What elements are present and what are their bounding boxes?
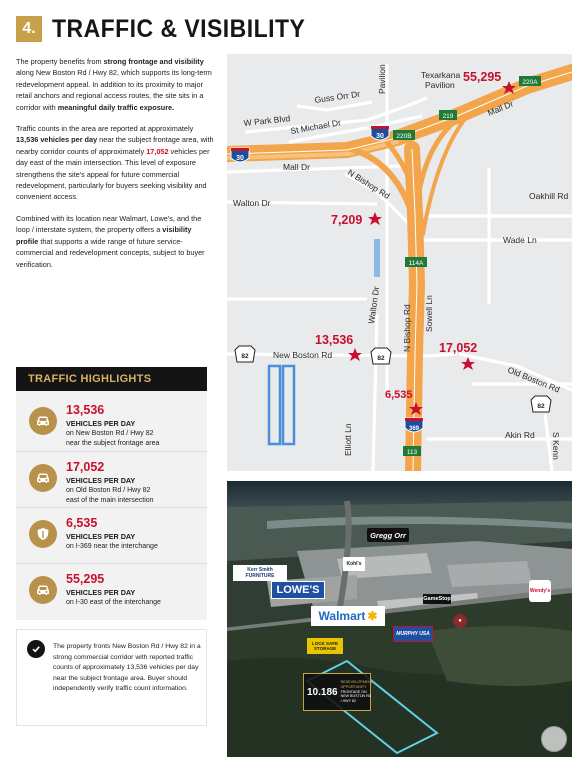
highlight-count: 55,295: [66, 572, 105, 586]
road-label: Mall Dr: [486, 98, 515, 118]
highlight-desc: on I-369 near the interchange: [66, 543, 158, 550]
exit-shield: [439, 110, 457, 120]
highlight-item: [16, 451, 207, 506]
svg-text:114A: 114A: [408, 260, 424, 267]
highlight-desc: on New Boston Rd / Hwy 82 near the subject frontage area: [66, 430, 160, 447]
highlight-unit: VEHICLES PER DAY: [66, 419, 136, 428]
lowes-sign: LOWE'S: [271, 581, 325, 599]
car-icon: [29, 576, 57, 604]
highlight-desc: on Old Boston Rd / Hwy 82 east of the main intersection: [66, 487, 154, 504]
svg-text:30: 30: [236, 155, 244, 162]
exit-shield: [403, 446, 421, 456]
place-label: Pavilion: [425, 80, 455, 90]
subject-property-outline: [269, 366, 280, 444]
interstate-30-shield: [371, 126, 389, 140]
traffic-count-label: 17,052: [439, 341, 478, 355]
svg-text:82: 82: [377, 355, 385, 362]
walmart-sign: Walmart ✱: [311, 606, 385, 626]
furniture-sign: Kerr Smith FURNITURE: [233, 565, 287, 581]
site-callout: [303, 673, 371, 711]
highlight-item: [16, 563, 207, 618]
highlight-unit: VEHICLES PER DAY: [66, 532, 136, 541]
highlight-desc: on I-30 east of the interchange: [66, 599, 161, 606]
highway-82-shield: [235, 346, 255, 362]
road-label: New Boston Rd: [273, 350, 333, 360]
subject-property-outline: [283, 366, 294, 444]
road-label: Mall Dr: [283, 162, 310, 172]
traffic-count-star: [461, 357, 475, 370]
exit-shield: [519, 76, 541, 86]
highlight-item: [16, 507, 207, 562]
exit-shield: [405, 257, 427, 267]
highlight-count: 17,052: [66, 460, 105, 474]
road-label: Sowell Ln: [424, 295, 434, 332]
wendys-sign: Wendy's: [529, 580, 551, 602]
highway-82-shield: [531, 396, 551, 412]
road-label: Wade Ln: [503, 235, 537, 245]
svg-text:219: 219: [442, 113, 454, 120]
svg-text:30: 30: [376, 133, 384, 140]
aerial-photo: [227, 481, 572, 757]
road-label: Elliott Ln: [343, 423, 353, 456]
traffic-highlights-panel: [16, 391, 207, 620]
pond: [374, 239, 380, 277]
exit-shield: [393, 130, 415, 140]
svg-text:82: 82: [537, 403, 545, 410]
road-label: S Kenn: [551, 432, 561, 460]
section-header: [16, 14, 327, 44]
svg-text:369: 369: [408, 426, 420, 432]
intro-paragraph-2: Traffic counts in the area are reported at approximately 13,536 vehicles per day near the subject frontage area, with nearby corridor counts of approximately 17,052 vehicles per day east of the main intersection. This level of exposure strengthens the site's appeal for future commercial redevelopment, particularly for buyers seeking visibility and convenient access.: [16, 124, 214, 202]
svg-text:220B: 220B: [396, 133, 412, 140]
highway-82-shield: [371, 348, 391, 364]
intro-text: [16, 56, 214, 280]
road-label: Oakhill Rd: [529, 191, 569, 201]
highlight-item: [16, 395, 207, 450]
watermark-seal: [541, 726, 567, 752]
place-label: Texarkana: [421, 70, 461, 80]
traffic-count-label: 7,209: [331, 213, 363, 227]
road-label: N Bishop Rd: [345, 167, 392, 201]
gamestop-sign: GameStop: [423, 596, 451, 602]
gregg-orr-sign: Gregg Orr: [367, 528, 409, 542]
road-label: Akin Rd: [505, 430, 535, 440]
highlight-unit: VEHICLES PER DAY: [66, 476, 136, 485]
murphy-usa-sign: MURPHY USA: [393, 626, 433, 642]
note-text: The property fronts New Boston Rd / Hwy 82 in a strong commercial corridor with reported traffic counts of approximately 13,536 vehicles per day near the subject frontage area. Buyer should independently verify traffic count information.: [53, 643, 201, 693]
interstate-369-shield: [405, 418, 423, 432]
storage-sign: LOCK SAFE STORAGE: [307, 638, 343, 654]
traffic-count-label: 55,295: [463, 70, 502, 84]
intro-paragraph-3: Combined with its location near Walmart, Lowe's, and the loop / interstate system, the property offers a visibility profile that supports a wide range of future service-commercial and redevelopment concepts, subject to buyer verification.: [16, 213, 205, 269]
road-label: St Michael Dr: [289, 117, 342, 136]
road-label: Walton Dr: [366, 285, 382, 325]
traffic-map: [227, 54, 572, 471]
traffic-highlights-header: TRAFFIC HIGHLIGHTS: [16, 367, 207, 391]
svg-text:82: 82: [241, 353, 249, 360]
road-label: Guss Orr Dr: [313, 88, 361, 105]
interstate-30-shield: [231, 148, 249, 162]
highlight-unit: VEHICLES PER DAY: [66, 588, 136, 597]
restaurant-icon: ●: [453, 614, 467, 628]
svg-text:220A: 220A: [522, 79, 538, 86]
traffic-count-star: [348, 348, 362, 361]
road-label: N Bishop Rd: [402, 304, 412, 352]
page-title: TRAFFIC & VISIBILITY: [52, 14, 306, 43]
traffic-count-star: [368, 212, 382, 225]
check-circle-icon: [27, 640, 45, 658]
road-label: W Park Blvd: [243, 113, 291, 128]
car-icon: [29, 464, 57, 492]
kohls-sign: Kohl's: [343, 557, 365, 571]
road-label: Pavilion: [377, 64, 387, 94]
site-acreage: 10.186: [307, 686, 338, 698]
traffic-count-label: 13,536: [315, 333, 354, 347]
highlight-count: 6,535: [66, 516, 98, 530]
road-label: Walton Dr: [233, 198, 271, 208]
car-icon: [29, 407, 57, 435]
traffic-count-label: 6,535: [385, 389, 413, 401]
highway-icon: [29, 520, 57, 548]
svg-text:113: 113: [406, 449, 418, 456]
intro-paragraph-1: The property benefits from strong frontage and visibility along New Boston Rd / Hwy 82, which supports its long-term redevelopment appeal. In addition to its proximity to major retail anchors and regional access routes, the site sits in a corridor with meaningful daily traffic exposure.: [16, 57, 212, 112]
site-callout-text: REDEVELOPMENT OPPORTUNITY FRONTAGE ON NEW BOSTON RD / HWY 82: [340, 680, 373, 704]
verification-note: [16, 629, 207, 726]
highlight-count: 13,536: [66, 403, 105, 417]
section-number: 4.: [16, 16, 42, 42]
road-label: Old Boston Rd: [506, 364, 562, 395]
